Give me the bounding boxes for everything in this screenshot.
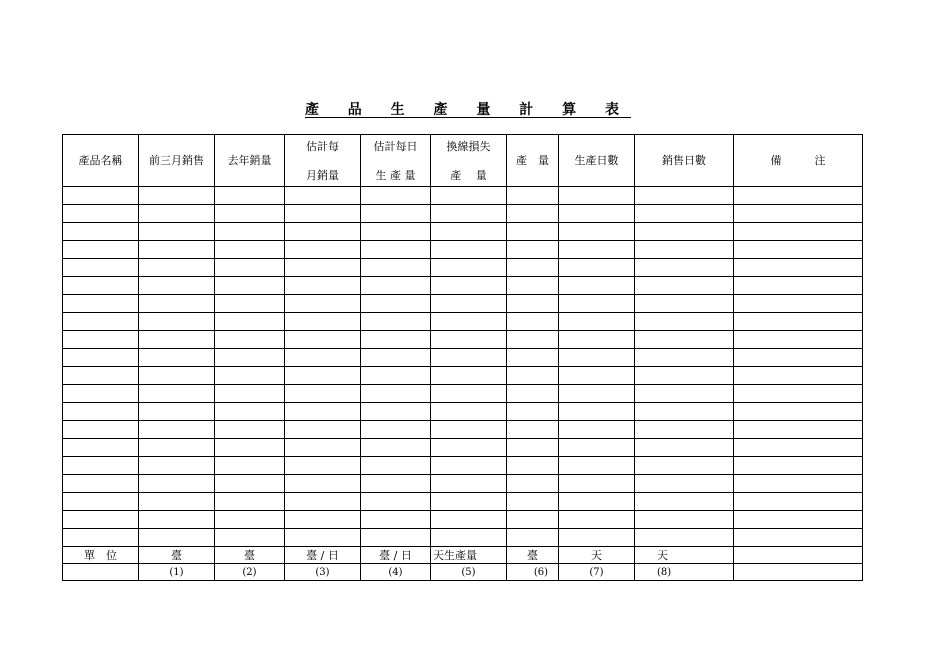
table-cell [431,493,507,511]
header-label: 產 量 [516,154,549,167]
table-cell [215,385,285,403]
table-cell [215,367,285,385]
header-label: 生產日數 [574,154,619,167]
table-row [63,493,863,511]
header-cell [361,135,431,187]
table-cell [559,313,635,331]
page-title: 產 品 生 產 量 計 算 表 [304,102,632,118]
table-cell [361,529,431,547]
table-cell [431,259,507,277]
table-cell [63,241,139,259]
header-label: 產品名稱 [78,154,123,167]
table-cell [63,493,139,511]
header-label: 換線損失 [446,139,491,153]
table-cell [361,223,431,241]
table-cell [215,421,285,439]
table-cell [507,223,559,241]
table-cell [734,475,863,493]
header-cell [431,135,507,187]
table-cell [431,241,507,259]
table-cell [559,403,635,421]
table-cell [139,295,215,313]
table-cell [139,439,215,457]
table-cell [361,457,431,475]
production-table [62,134,863,581]
table-cell [361,421,431,439]
table-cell [215,313,285,331]
table-cell [635,439,734,457]
table-cell [559,529,635,547]
table-cell [559,223,635,241]
table-cell [559,385,635,403]
table-row [63,259,863,277]
table-cell [139,493,215,511]
unit-cell: 臺 / 日 [285,547,361,564]
header-cell [559,135,635,187]
table-cell [431,385,507,403]
table-cell [361,403,431,421]
table-cell [507,457,559,475]
header-cell [215,135,285,187]
unit-cell [734,547,863,564]
table-cell [431,421,507,439]
table-cell [139,367,215,385]
table-row [63,187,863,205]
header-label: 估計每 [306,139,339,153]
table-cell [63,421,139,439]
table-row [63,277,863,295]
table-cell [285,403,361,421]
table-cell [215,457,285,475]
table-cell [559,331,635,349]
table-cell [507,295,559,313]
table-cell [285,493,361,511]
table-cell [559,349,635,367]
table-cell [63,205,139,223]
table-cell [431,187,507,205]
table-cell [734,223,863,241]
table-cell [361,475,431,493]
header-cell [139,135,215,187]
table-cell [361,241,431,259]
table-row [63,475,863,493]
unit-cell: 臺 [215,547,285,564]
table-cell [507,205,559,223]
table-cell [507,331,559,349]
table-cell [285,331,361,349]
column-number-cell: (7) [559,564,635,581]
table-cell [63,277,139,295]
table-cell [361,493,431,511]
table-cell [285,313,361,331]
header-label: 產 量 [450,168,487,182]
unit-cell: 臺 [507,547,559,564]
column-number-cell: (8) [635,564,734,581]
table-cell [215,277,285,295]
table-row [63,511,863,529]
table-cell [215,241,285,259]
table-cell [431,295,507,313]
table-cell [734,511,863,529]
table-cell [559,259,635,277]
table-cell [559,367,635,385]
table-cell [139,457,215,475]
table-cell [139,421,215,439]
unit-cell: 天 [559,547,635,564]
table-cell [559,205,635,223]
table-cell [285,367,361,385]
table-cell [559,421,635,439]
header-label: 備 注 [770,154,826,167]
table-row [63,295,863,313]
table-cell [139,331,215,349]
table-cell [734,349,863,367]
table-row [63,403,863,421]
table-cell [63,313,139,331]
table-cell [215,187,285,205]
table-cell [559,493,635,511]
table-cell [215,439,285,457]
table-row [63,331,863,349]
table-cell [559,277,635,295]
table-cell [215,205,285,223]
table-cell [139,223,215,241]
table-cell [734,493,863,511]
table-cell [63,295,139,313]
unit-cell: 臺 / 日 [361,547,431,564]
table-cell [431,313,507,331]
table-cell [734,205,863,223]
column-number-row [63,564,863,581]
column-number-cell: (2) [215,564,285,581]
table-cell [734,367,863,385]
table-cell [361,313,431,331]
table-cell [734,295,863,313]
table-cell [215,511,285,529]
table-cell [431,475,507,493]
table-cell [139,529,215,547]
table-cell [285,241,361,259]
table-cell [285,205,361,223]
table-cell [734,385,863,403]
column-number-cell [734,564,863,581]
header-label: 月銷量 [306,168,339,182]
table-cell [734,457,863,475]
table-cell [734,403,863,421]
table-cell [635,457,734,475]
table-cell [139,241,215,259]
table-cell [734,277,863,295]
table-cell [507,403,559,421]
table-cell [215,493,285,511]
column-number-cell: (3) [285,564,361,581]
table-cell [63,529,139,547]
table-cell [139,187,215,205]
table-cell [635,187,734,205]
table-cell [285,475,361,493]
table-cell [635,493,734,511]
table-cell [734,259,863,277]
table-cell [215,331,285,349]
table-cell [139,475,215,493]
table-cell [139,277,215,295]
table-cell [507,277,559,295]
table-cell [285,223,361,241]
table-cell [507,529,559,547]
table-cell [361,439,431,457]
table-cell [215,349,285,367]
header-row [63,135,863,187]
table-cell [635,223,734,241]
table-cell [431,457,507,475]
table-cell [361,205,431,223]
table-cell [635,277,734,295]
table-cell [361,259,431,277]
table-cell [63,385,139,403]
table-cell [63,511,139,529]
table-cell [139,205,215,223]
table-cell [507,439,559,457]
table-cell [215,223,285,241]
header-label: 去年銷量 [227,154,272,167]
table-cell [63,457,139,475]
table-cell [431,349,507,367]
table-cell [139,511,215,529]
table-cell [431,277,507,295]
table-cell [559,241,635,259]
table-cell [63,259,139,277]
header-cell [635,135,734,187]
table-row [63,241,863,259]
table-cell [734,313,863,331]
table-cell [285,421,361,439]
table-row [63,385,863,403]
table-cell [361,385,431,403]
table-cell [361,295,431,313]
header-cell [63,135,139,187]
table-cell [285,187,361,205]
table-row [63,349,863,367]
table-cell [285,385,361,403]
table-row [63,367,863,385]
table-cell [215,403,285,421]
table-cell [507,511,559,529]
table-row [63,421,863,439]
table-cell [285,457,361,475]
table-cell [559,511,635,529]
table-cell [63,403,139,421]
table-row [63,205,863,223]
table-cell [431,367,507,385]
table-cell [635,367,734,385]
table-cell [635,385,734,403]
table-cell [285,259,361,277]
table-cell [361,187,431,205]
table-cell [431,205,507,223]
table-cell [63,475,139,493]
table-cell [507,313,559,331]
table-cell [63,331,139,349]
table-cell [215,259,285,277]
table-cell [734,439,863,457]
header-label: 生 產 量 [375,168,416,182]
table-cell [507,187,559,205]
table-cell [139,349,215,367]
table-cell [63,439,139,457]
table-cell [285,295,361,313]
table-cell [507,385,559,403]
header-label: 銷售日數 [662,154,706,167]
table-cell [635,205,734,223]
header-cell [285,135,361,187]
table-cell [285,439,361,457]
unit-cell: 天 [635,547,734,564]
column-number-cell: (4) [361,564,431,581]
table-cell [734,331,863,349]
table-cell [285,511,361,529]
table-cell [635,403,734,421]
unit-cell: 單 位 [63,547,139,564]
table-cell [635,421,734,439]
table-cell [559,475,635,493]
table-cell [361,367,431,385]
table-cell [431,223,507,241]
table-cell [635,295,734,313]
unit-cell: 天生產量 [431,547,507,564]
table-cell [559,187,635,205]
table-cell [507,259,559,277]
column-number-cell: (6) [507,564,559,581]
table-cell [139,259,215,277]
header-label: 估計每日 [373,139,418,153]
table-cell [431,331,507,349]
table-cell [507,241,559,259]
table-cell [507,367,559,385]
table-cell [507,475,559,493]
table-cell [734,421,863,439]
table-cell [285,529,361,547]
header-cell [507,135,559,187]
table-cell [139,403,215,421]
table-cell [431,403,507,421]
table-row [63,529,863,547]
table-cell [635,313,734,331]
table-cell [361,511,431,529]
column-number-cell: (5) [431,564,507,581]
table-cell [507,421,559,439]
table-cell [635,349,734,367]
table-cell [635,331,734,349]
table-cell [734,241,863,259]
table-cell [507,349,559,367]
table-cell [431,529,507,547]
table-cell [215,529,285,547]
table-cell [215,295,285,313]
table-cell [285,277,361,295]
table-cell [285,349,361,367]
table-cell [635,259,734,277]
table-cell [63,349,139,367]
table-cell [139,385,215,403]
header-label: 前三月銷售 [149,154,204,167]
table-cell [635,529,734,547]
table-cell [63,187,139,205]
table-cell [139,313,215,331]
column-number-cell: (1) [139,564,215,581]
table-cell [431,439,507,457]
table-cell [63,223,139,241]
table-cell [559,439,635,457]
table-cell [63,367,139,385]
table-cell [734,187,863,205]
header-cell [734,135,863,187]
table-cell [635,511,734,529]
unit-row [63,547,863,564]
table-cell [361,331,431,349]
table-row [63,223,863,241]
table-row [63,457,863,475]
table-cell [635,475,734,493]
table-cell [635,241,734,259]
table-cell [361,277,431,295]
unit-cell: 臺 [139,547,215,564]
table-row [63,439,863,457]
table-cell [361,349,431,367]
column-number-cell [63,564,139,581]
table-cell [559,457,635,475]
table-cell [215,475,285,493]
table-row [63,313,863,331]
table-cell [559,295,635,313]
table-cell [734,529,863,547]
table-cell [431,511,507,529]
table-cell [507,493,559,511]
